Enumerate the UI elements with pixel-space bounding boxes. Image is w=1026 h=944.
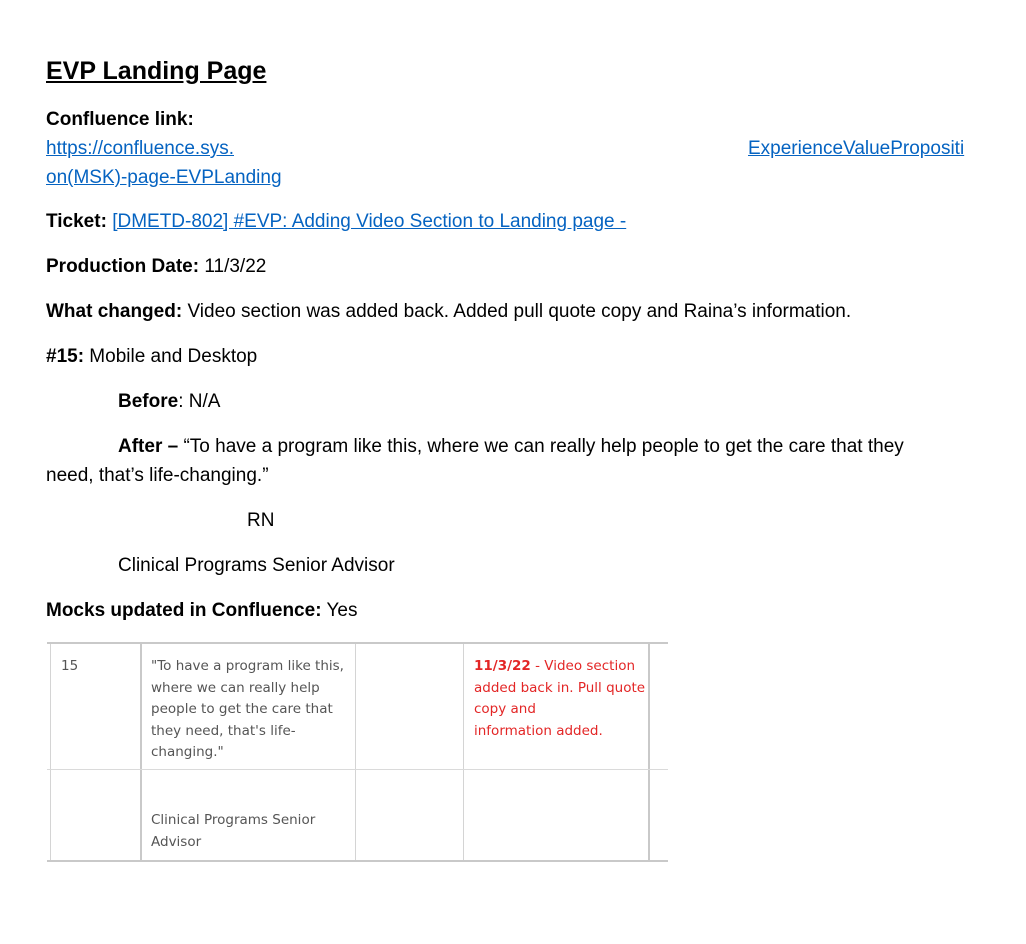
- confluence-link-row: [46, 107, 194, 133]
- table-quote-cell: [151, 656, 344, 764]
- table-divider-2: [355, 644, 356, 860]
- table-note-line: added back in. Pull quote: [474, 679, 646, 696]
- confluence-link-part1[interactable]: https://confluence.sys.: [46, 138, 234, 159]
- table-note-first: - Video section: [530, 658, 636, 674]
- after-quote-line1: “To have a program like this, where we can really help people to get the care that they: [178, 436, 904, 457]
- before-value: : N/A: [178, 391, 221, 412]
- table-divider-4: [648, 644, 650, 860]
- item-15-label: #15:: [46, 346, 85, 367]
- confluence-link-label: Confluence link:: [46, 109, 194, 130]
- table-note-line: copy and: [474, 701, 536, 717]
- table-role-cell: [151, 810, 315, 853]
- table-note-date: 11/3/22: [474, 658, 531, 674]
- attribution-name: RN: [247, 510, 275, 531]
- table-role-line: Clinical Programs Senior: [151, 812, 316, 828]
- table-note-cell: [474, 656, 645, 742]
- before-label: Before: [118, 391, 179, 412]
- mocks-row: [46, 598, 357, 624]
- table-quote-line: they need, that's life-: [151, 722, 296, 739]
- table-note-first-line: [474, 656, 645, 678]
- ticket-row: [46, 209, 626, 235]
- page-title: EVP Landing Page: [46, 57, 267, 85]
- table-row-number: 15: [61, 658, 79, 674]
- mocks-label: Mocks updated in Confluence:: [46, 600, 322, 621]
- production-date-value: 11/3/22: [199, 256, 267, 277]
- ticket-link[interactable]: [DMETD-802] #EVP: Adding Video Section to Landing page -: [112, 211, 627, 232]
- ticket-label: Ticket:: [46, 211, 107, 232]
- table-quote-line: people to get the care that: [151, 701, 333, 717]
- confluence-link-part2[interactable]: ExperienceValuePropositi: [748, 138, 965, 159]
- table-divider-3: [463, 644, 464, 860]
- before-row: [118, 389, 220, 415]
- table-note-line: information added.: [474, 722, 603, 739]
- mocks-value: Yes: [321, 600, 358, 621]
- item-15-value: Mobile and Desktop: [84, 346, 258, 367]
- table-divider-1: [140, 644, 142, 860]
- after-row: [118, 434, 904, 460]
- what-changed-row: [46, 299, 851, 325]
- table-row-divider: [47, 769, 668, 770]
- production-date-row: [46, 254, 266, 280]
- attribution-role: Clinical Programs Senior Advisor: [118, 555, 395, 576]
- table-quote-line: changing.": [151, 744, 224, 760]
- after-quote-line2: need, that’s life-changing.”: [46, 465, 269, 486]
- item-15-row: [46, 344, 257, 370]
- production-date-label: Production Date:: [46, 256, 200, 277]
- mock-table-screenshot: [47, 642, 668, 862]
- table-quote-line: where we can really help: [151, 679, 320, 696]
- what-changed-label: What changed:: [46, 301, 183, 322]
- what-changed-value: Video section was added back. Added pull quote copy and Raina’s information.: [182, 301, 852, 322]
- table-border-left: [50, 644, 51, 860]
- confluence-link-part3[interactable]: on(MSK)-page-EVPLanding: [46, 167, 282, 188]
- table-quote-line: "To have a program like this,: [151, 658, 344, 674]
- after-label: After –: [118, 436, 179, 457]
- table-role-line: Advisor: [151, 833, 202, 850]
